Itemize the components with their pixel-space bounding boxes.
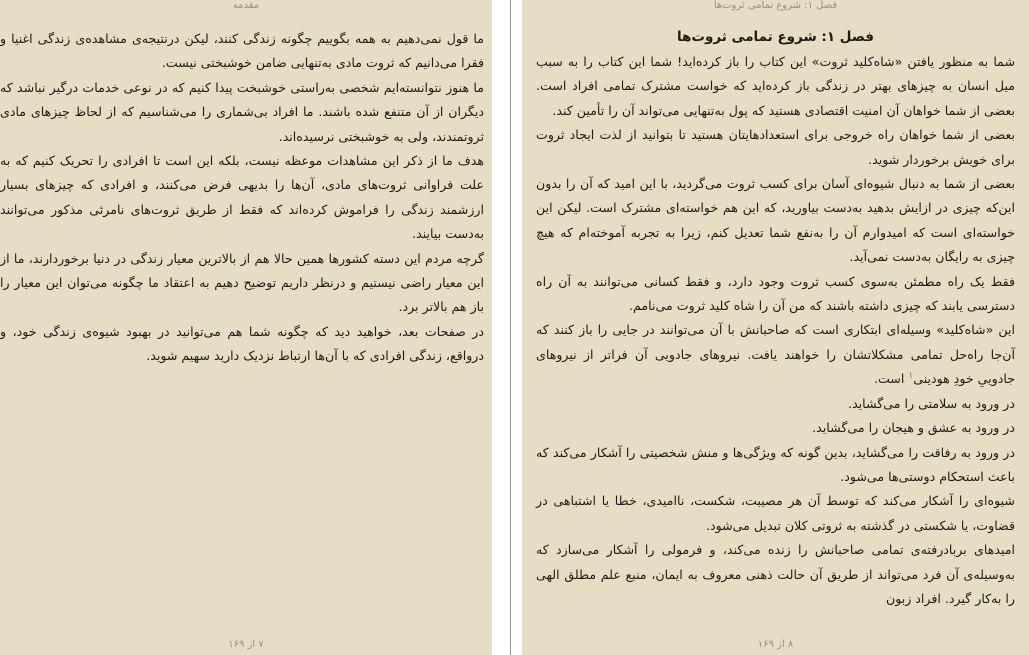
- chapter-title: فصل ۱: شروع تمامی ثروت‌ها: [676, 29, 874, 45]
- paragraph: امیدهای بربادرفته‌ی تمامی صاحبانش را زنده می‌کند، و فرمولی را آشکار می‌سازد که به‌وسیله‌ی آن فرد می‌تواند از طریق آن حالت ذهنی معروف به ایمان، منبع علم مطلق الهی را به‌کار گیرد. افراد زبون: [536, 542, 1015, 606]
- paragraph-text: این «شاه‌کلید» وسیله‌ای ابتکاری است که صاحبانش با آن می‌توانند در جایی را باز کنند که آن‌جا راه‌حل تمامی مشکلاتشان را خواهند یافت. نیروهای جادویی آن فراتر از نیروهای جادوییِ خودِ هودینی: [536, 322, 1015, 387]
- page-number-right: ۸ از ۱۶۹: [757, 639, 794, 650]
- left-page: [0, 0, 492, 655]
- page-number-left: ۷ از ۱۶۹: [228, 639, 264, 650]
- paragraph: هدف ما از ذکر این مشاهدات موعظه نیست، بلکه این است تا افرادی را تحریک کنیم که به علت فراوانی ثروت‌های مادی، آن‌ها را بدیهی فرض می‌کنند، و افرادی که چیزهای بسیار ارزشمند زندگی را فراموش کرده‌اند که فقط از طریق ثروت‌های نامرئی مذکور می‌توانند به‌دست بیایند.: [0, 153, 484, 242]
- right-page: [522, 0, 1029, 655]
- running-header-left: مقدمه: [232, 0, 260, 11]
- paragraph: در صفحات بعد، خواهید دید که چگونه شما هم می‌توانید در بهبود شیوه‌ی زندگی خود، و درواقع، زندگی افرادی که با آن‌ها ارتباط نزدیک دارید سهیم شوید.: [0, 323, 484, 364]
- paragraph: ما قول نمی‌دهیم به همه بگوییم چگونه زندگی کنند، لیکن درنتیجه‌ی مشاهده‌ی زندگی اغنیا و فقرا می‌دانیم که ثروت مادی به‌تنهایی ضامن خوشبختی نیست.: [0, 31, 484, 71]
- paragraph-tail: است.: [873, 371, 909, 387]
- paragraph: گرچه مردم این دسته کشورها همین حالا هم از بالاترین معیار زندگی در دنیا برخوردارند، ما از این معیار راضی نیستیم و درنظر داریم توضیح دهیم به اعتقاد ما چگونه می‌توان این معیار را باز هم بالاتر برد.: [0, 250, 484, 315]
- page-gutter: [492, 0, 522, 655]
- left-page-body: [0, 27, 484, 369]
- paragraph: در ورود به سلامتی را می‌گشاید.: [848, 395, 1015, 411]
- page-divider: [510, 0, 511, 655]
- right-page-body: [536, 50, 1015, 611]
- running-header-right: فصل ۱: شروع تمامی ثروت‌ها: [713, 0, 838, 11]
- paragraph: شما به منظور یافتن «شاه‌کلید ثروت» این کتاب را باز کرده‌اید! شما این کتاب را به سبب میل انسان به چیزهای بهتر در زندگی باز کرده‌اید که خواست مشترک تمامی افراد است. بعضی از شما خواهان آن امنیت اقتصادی هستید که پول به‌تنهایی می‌تواند آن را تأمین کند.: [536, 54, 1015, 118]
- paragraph: ما هنوز نتوانسته‌ایم شخصی به‌راستی خوشبخت پیدا کنیم که در نوعی خدمات درگیر نباشد که دیگران از آن متنفع شده باشند. ما افراد بی‌شماری را می‌شناسیم که از لحاظ چیزهای مادی ثروتمندند، ولی به خوشبختی نرسیده‌اند.: [0, 79, 484, 144]
- paragraph: شیوه‌ای را آشکار می‌کند که توسط آن هر مصیبت، شکست، ناامیدی، خطا یا اشتباهی در قضاوت، یا شکستی در گذشته به ثروتی کلان تبدیل می‌شود.: [536, 493, 1015, 533]
- paragraph: در ورود به رفاقت را می‌گشاید، بدین گونه که ویژگی‌ها و منش شخصیتی را آشکار می‌کند که باعث استحکام دوستی‌ها می‌شود.: [536, 444, 1015, 484]
- footnote-marker[interactable]: ۱: [908, 371, 914, 382]
- paragraph: در ورود به عشق و هیجان را می‌گشاید.: [812, 420, 1015, 436]
- paragraph: بعضی از شما به دنبال شیوه‌ای آسان برای کسب ثروت می‌گردید، با این امید که آن را بدون این‌که چیزی در ازایش بدهید به‌دست بیاورید، که این هم خواسته‌ای مشترک است. لیکن این خواسته‌ای است که امیدوارم آن را به‌نفع شما تعدیل کنم، زیرا به تجربه آموخته‌ام که هیچ چیزی به رایگان به‌دست نمی‌آید.: [536, 176, 1015, 265]
- paragraph-with-footnote: [536, 318, 1015, 391]
- paragraph: بعضی از شما خواهان راه خروجی برای استعدادهایتان هستید تا بتوانید از لذت ایجاد ثروت برای خویش برخوردار شوید.: [536, 127, 1015, 167]
- paragraph: فقط یک راه مطمئن به‌سوی کسب ثروت وجود دارد، و فقط کسانی می‌توانند به آن راه دسترسی یابند که چیزی داشته باشند که من آن را شاه کلید ثروت می‌نامم.: [536, 273, 1015, 314]
